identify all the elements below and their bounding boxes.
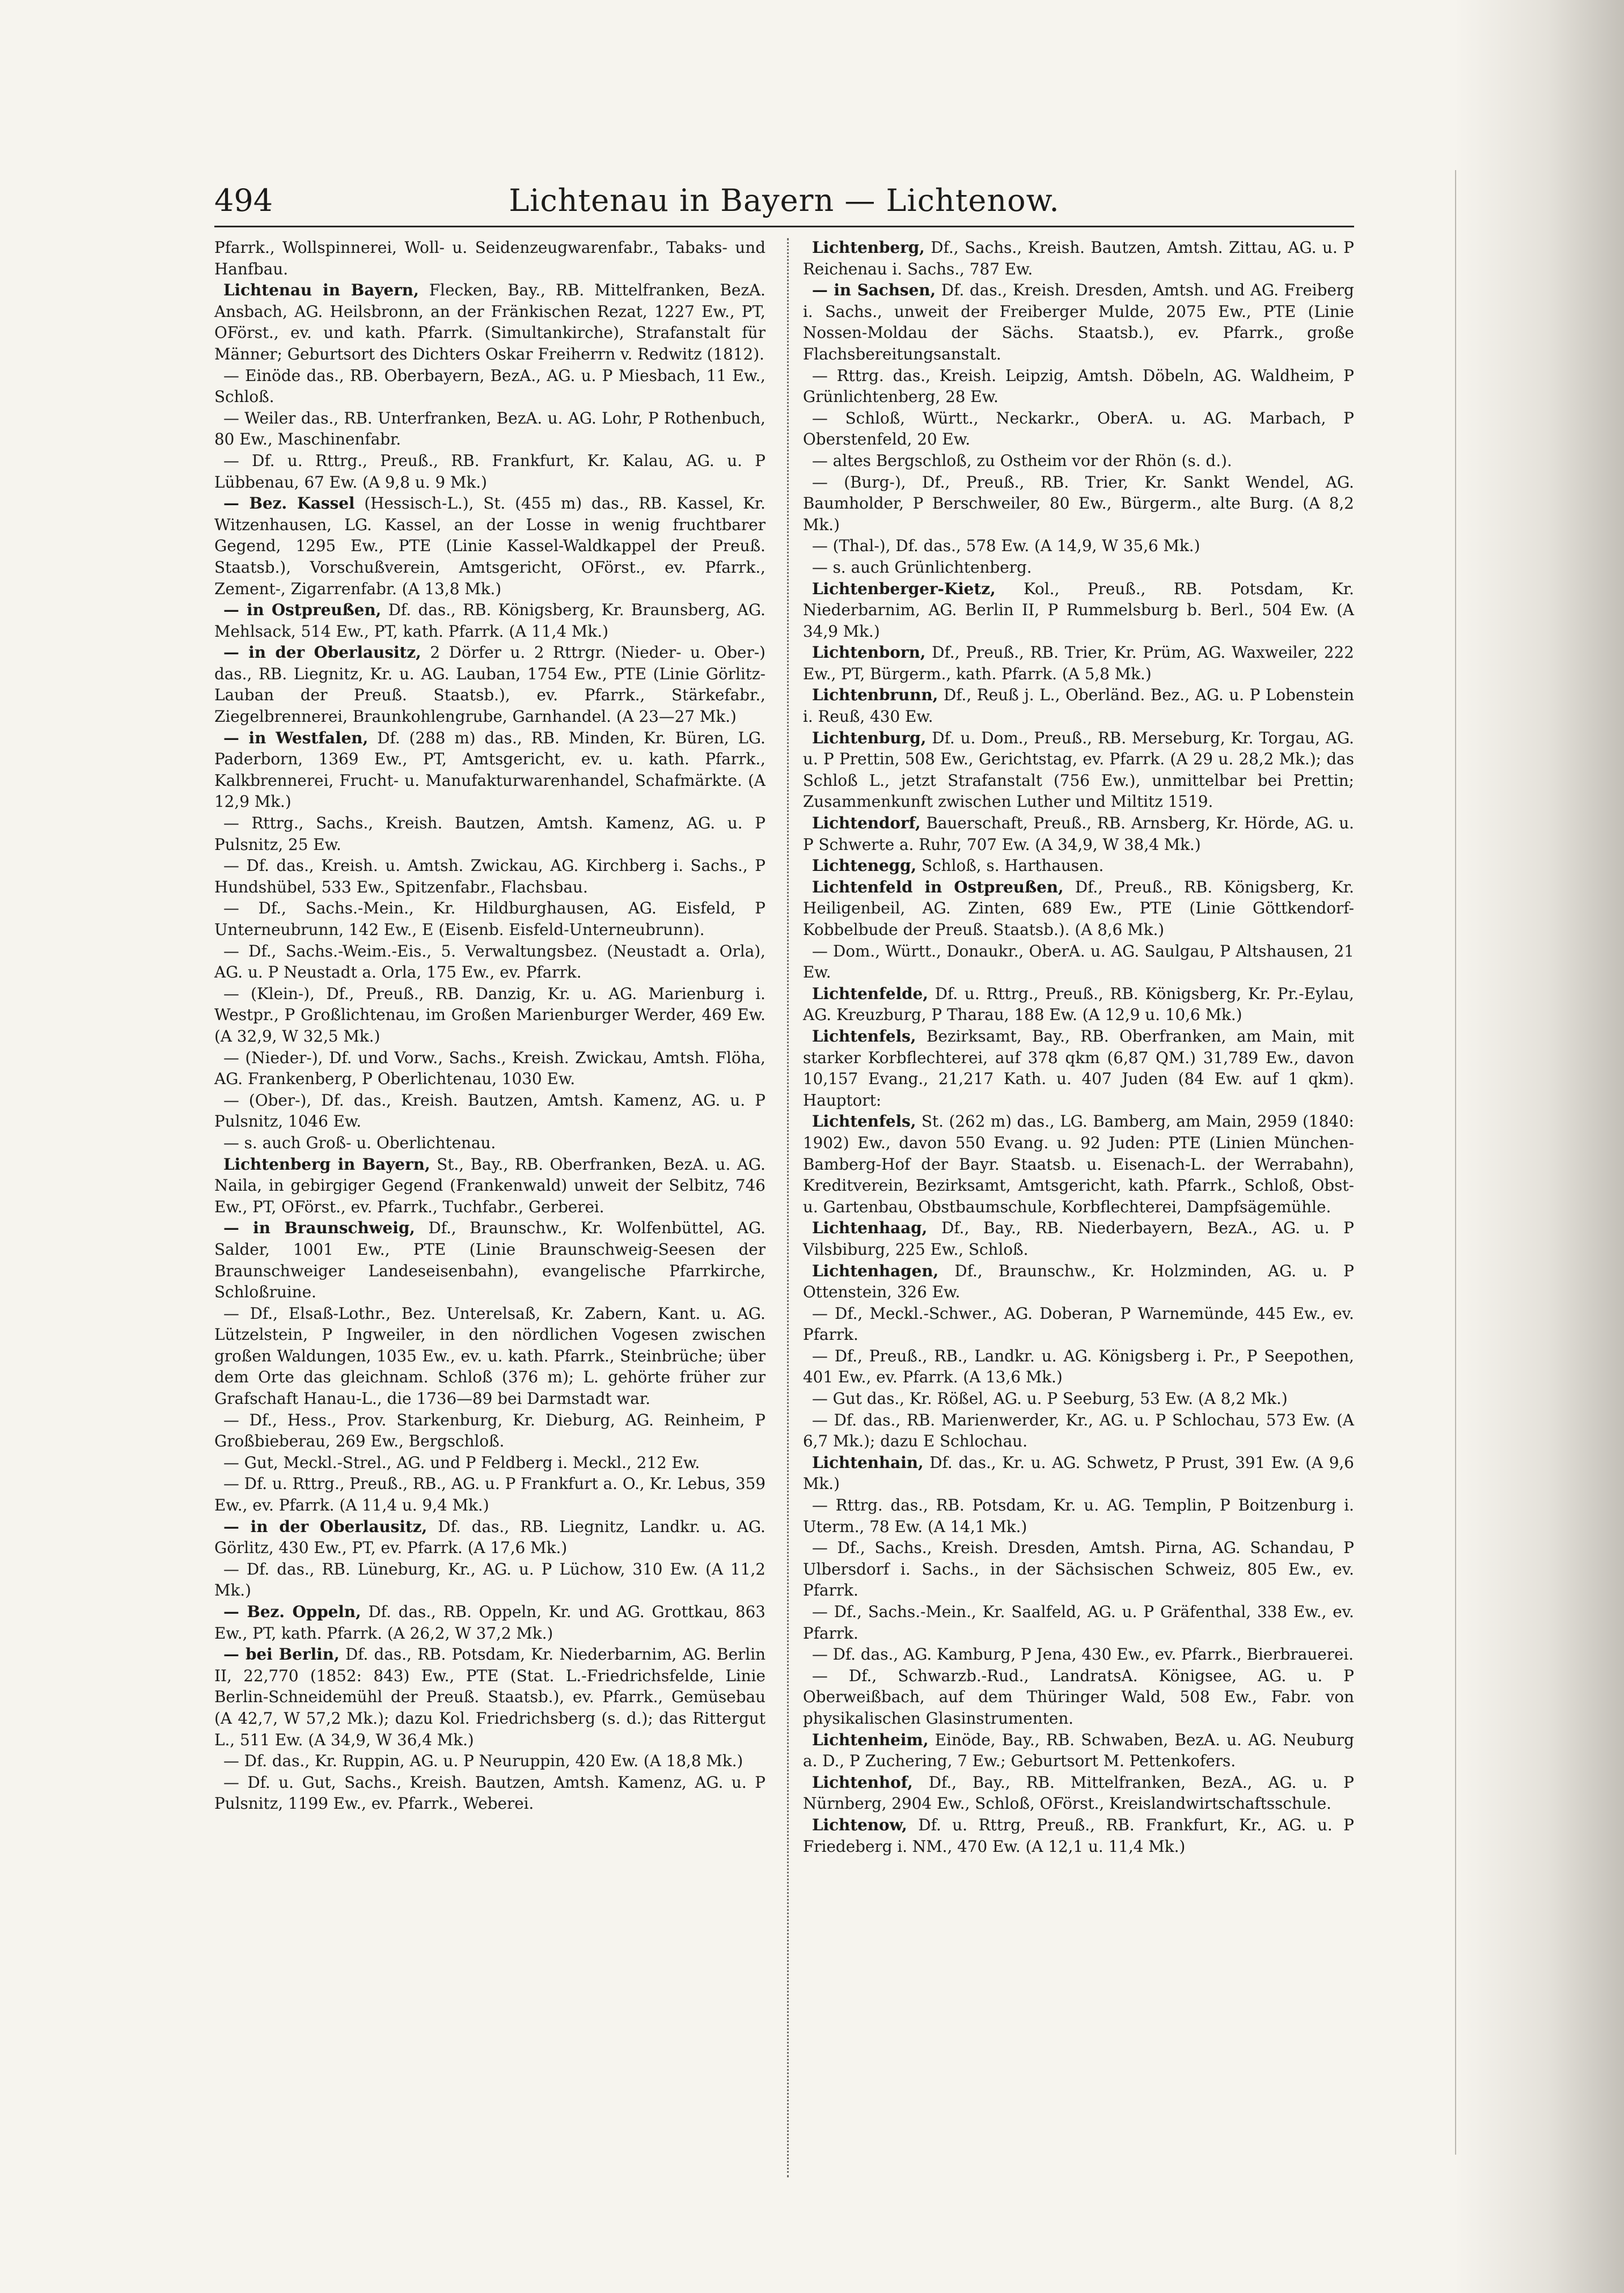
entry-lemma: — in Westfalen, (223, 728, 369, 747)
entry-text: — Gut, Meckl.-Strel., AG. und P Feldberg i. Meckl., 212 Ew. (223, 1453, 700, 1472)
entry-text: — altes Bergschloß, zu Ostheim vor der Rhön (s. d.). (812, 451, 1232, 470)
gazetteer-entry (803, 1665, 1354, 1729)
entry-lemma: — in Ostpreußen, (223, 600, 382, 620)
entry-text: — Df. u. Gut, Sachs., Kreish. Bautzen, Amtsh. Kamenz, AG. u. P Pulsnitz, 1199 Ew., ev. Pfarrk., Weberei. (214, 1772, 766, 1813)
entry-text: Schloß, s. Harthausen. (921, 856, 1104, 875)
gazetteer-entry (803, 642, 1354, 684)
entry-text: — Df., Sachs.-Mein., Kr. Hildburghausen, AG. Eisfeld, P Unterneubrunn, 142 Ew., E (Eisenb. Eisfeld-Unterneubrunn). (214, 899, 766, 939)
gazetteer-entry (803, 877, 1354, 941)
gazetteer-entry (803, 983, 1354, 1026)
entry-text: Df. das., Kreish. Dresden, Amtsh. und AG. Freiberg i. Sachs., unweit der Freiberger Mulde, 2075 Ew., PTE (Linie Nossen-Moldau der Sächs. Staatsb.), ev. Pfarrk., große Flachsbereitungsanstalt. (803, 281, 1354, 363)
entry-text: Df. das., Kr. u. AG. Schwetz, P Prust, 391 Ew. (A 9,6 Mk.) (803, 1453, 1354, 1494)
header-rule (214, 226, 1354, 227)
running-title: Lichtenau in Bayern — Lichtenow. (509, 183, 1060, 218)
entry-text: — Dom., Württ., Donaukr., OberA. u. AG. Saulgau, P Altshausen, 21 Ew. (803, 941, 1354, 982)
entry-lemma: Lichtenfelde, (812, 984, 928, 1003)
gazetteer-entry (803, 727, 1354, 813)
entry-text: — (Klein-), Df., Preuß., RB. Danzig, Kr. u. AG. Marienburg i. Westpr., P Großlichtenau, im Großen Marienburger Werder, 469 Ew. (A 32,9, W 32,5 Mk.) (214, 984, 766, 1046)
entry-text: Df. (288 m) das., RB. Minden, Kr. Büren, LG. Paderborn, 1369 Ew., PT, Amtsgericht, ev. u. kath. Pfarrk., Kalkbrennerei, Frucht- u. Manufakturwarenhandel, Schafmärkte. (A 12,9 Mk.) (214, 728, 766, 811)
gazetteer-entry (803, 1410, 1354, 1452)
entry-lemma: Lichtenberger-Kietz, (812, 579, 996, 598)
entry-lemma: Lichtenau in Bayern, (223, 281, 419, 300)
entry-text: — Df. u. Rttrg., Preuß., RB. Frankfurt, Kr. Kalau, AG. u. P Lübbenau, 67 Ew. (A 9,8 u. 9 Mk.) (214, 451, 766, 492)
entry-text: — Df. das., RB. Marienwerder, Kr., AG. u. P Schlochau, 573 Ew. (A 6,7 Mk.); dazu E Schlochau. (803, 1410, 1354, 1451)
entry-lemma: Lichtenhain, (812, 1453, 924, 1472)
gazetteer-entry (214, 1090, 766, 1132)
entry-lemma: — in der Oberlausitz, (223, 643, 421, 662)
gazetteer-entry (214, 1047, 766, 1090)
gazetteer-entry (803, 1729, 1354, 1772)
gazetteer-entry (803, 1452, 1354, 1495)
gazetteer-entry (214, 898, 766, 940)
entry-text: Kol., Preuß., RB. Potsdam, Kr. Niederbarnim, AG. Berlin II, P Rummelsburg b. Berl., 504 Ew. (A 34,9 Mk.) (803, 579, 1354, 641)
gazetteer-entry (214, 1217, 766, 1302)
entry-lemma: Lichtenow, (812, 1815, 907, 1834)
gazetteer-entry (803, 578, 1354, 642)
gazetteer-entry (214, 813, 766, 855)
entry-lemma: Lichtenhaag, (812, 1219, 928, 1238)
left-column (214, 237, 766, 1814)
gazetteer-entry (214, 1132, 766, 1154)
entry-text: 2 Dörfer u. 2 Rttrgr. (Nieder- u. Ober-) das., RB. Liegnitz, Kr. u. AG. Lauban, 1754 Ew., PTE (Linie Görlitz-Lauban der Preuß. Staatsb.), ev. Pfarrk., Stärkefabr., Ziegelbrennerei, Braunkohlengrube, Garnhandel. (A 23—27 Mk.) (214, 643, 766, 726)
gazetteer-entry (214, 1601, 766, 1644)
entry-lemma: Lichtenborn, (812, 643, 926, 662)
gazetteer-entry (214, 1410, 766, 1452)
gazetteer-entry (803, 1814, 1354, 1857)
page-number: 494 (214, 183, 273, 218)
page-header (214, 183, 1354, 228)
gazetteer-entry (214, 1750, 766, 1772)
entry-text: Df. u. Dom., Preuß., RB. Merseburg, Kr. Torgau, AG. u. P Prettin, 508 Ew., Gerichtstag, ev. Pfarrk. (A 29 u. 28,2 Mk.); das Schloß L., jetzt Strafanstalt (756 Ew.), unmittelbar bei Prettin; Zusammenkunft zwischen Luther und Miltitz 1519. (803, 728, 1354, 811)
entry-text: Df., Braunschw., Kr. Holzminden, AG. u. P Ottenstein, 326 Ew. (803, 1261, 1354, 1302)
entry-text: (Hessisch-L.), St. (455 m) das., RB. Kassel, Kr. Witzenhausen, LG. Kassel, an der Losse in wenig fruchtbarer Gegend, 1295 Ew., PTE (Linie Kassel-Waldkappel der Preuß. Staatsb.), Vorschußverein, Amtsgericht, OFörst., ev. Pfarrk., Zement-, Zigarrenfabr. (A 13,8 Mk.) (214, 494, 766, 598)
entry-text: — Weiler das., RB. Unterfranken, BezA. u. AG. Lohr, P Rothenbuch, 80 Ew., Maschinenfabr. (214, 408, 766, 449)
gazetteer-entry (803, 1644, 1354, 1665)
gazetteer-entry (214, 855, 766, 898)
entry-text: — Df., Hess., Prov. Starkenburg, Kr. Dieburg, AG. Reinheim, P Großbieberau, 269 Ew., Bergschloß. (214, 1410, 766, 1451)
entry-text: — Df., Sachs.-Mein., Kr. Saalfeld, AG. u. P Gräfenthal, 338 Ew., ev. Pfarrk. (803, 1602, 1354, 1643)
entry-text: Df. das., RB. Potsdam, Kr. Niederbarnim, AG. Berlin II, 22,770 (1852: 843) Ew., PTE (Stat. L.-Friedrichsfelde, Linie Berlin-Schneidemühl der Preuß. Staatsb.), ev. Pfarrk., Gemüsebau (A 42,7, W 57,2 Mk.); dazu Kol. Friedrichsberg (s. d.); das Rittergut L., 511 Ew. (A 34,9, W 36,4 Mk.) (214, 1645, 766, 1749)
entry-text: — s. auch Groß- u. Oberlichtenau. (223, 1133, 496, 1152)
gazetteer-entry (214, 1154, 766, 1218)
entry-text: Df. das., RB. Oppeln, Kr. und AG. Grottkau, 863 Ew., PT, kath. Pfarrk. (A 26,2, W 37,2 Mk.) (214, 1602, 766, 1643)
entry-text: — (Nieder-), Df. und Vorw., Sachs., Kreish. Zwickau, Amtsh. Flöha, AG. Frankenberg, P Oberlichtenau, 1030 Ew. (214, 1048, 766, 1089)
gazetteer-entry (803, 1260, 1354, 1303)
gazetteer-entry (803, 684, 1354, 727)
gazetteer-entry (803, 280, 1354, 365)
gazetteer-entry (803, 408, 1354, 450)
entry-text: — Df., Preuß., RB., Landkr. u. AG. Königsberg i. Pr., P Seepothen, 401 Ew., ev. Pfarrk. (A 13,6 Mk.) (803, 1346, 1354, 1387)
gazetteer-entry (803, 1217, 1354, 1260)
entry-text: Df., Preuß., RB. Königsberg, Kr. Heiligenbeil, AG. Zinten, 689 Ew., PTE (Linie Göttkendorf-Kobbelbude der Preuß. Staatsb.). (A 8,6 Mk.) (803, 877, 1354, 939)
entry-lemma: Lichtenheim, (812, 1730, 929, 1749)
entry-lemma: Lichtenegg, (812, 856, 917, 875)
entry-lemma: Lichtenberg, (812, 238, 925, 257)
entry-text: Bezirksamt, Bay., RB. Oberfranken, am Main, mit starker Korbflechterei, auf 378 qkm (6,87 QM.) 31,789 Ew., davon 10,157 Evang., 21,217 Kath. u. 407 Juden (84 Ew. auf 1 qkm). Hauptort: (803, 1026, 1354, 1110)
entry-lemma: Lichtenfels, (812, 1026, 916, 1046)
entry-text: — Df. das., AG. Kamburg, P Jena, 430 Ew., ev. Pfarrk., Bierbrauerei. (812, 1645, 1354, 1664)
entry-text: — Rttrg. das., Kreish. Leipzig, Amtsh. Döbeln, AG. Waldheim, P Grünlichtenberg, 28 Ew. (803, 366, 1354, 407)
gazetteer-entry (803, 1346, 1354, 1388)
gazetteer-entry (214, 450, 766, 493)
entry-text: St., Bay., RB. Oberfranken, BezA. u. AG. Naila, in gebirgiger Gegend (Frankenwald) unweit der Selbitz, 746 Ew., PT, OFörst., ev. Pfarrk., Tuchfabr., Gerberei. (214, 1154, 766, 1216)
gazetteer-entry (803, 1601, 1354, 1644)
gazetteer-entry (214, 941, 766, 983)
entry-lemma: Lichtenberg in Bayern, (223, 1154, 430, 1174)
entry-lemma: — in der Oberlausitz, (223, 1517, 428, 1536)
gazetteer-entry (803, 1388, 1354, 1410)
entry-text: — (Burg-), Df., Preuß., RB. Trier, Kr. Sankt Wendel, AG. Baumholder, P Berschweiler, 80 Ew., Bürgerm., alte Burg. (A 8,2 Mk.) (803, 472, 1354, 534)
entry-text: — Df., Sachs., Kreish. Dresden, Amtsh. Pirna, AG. Schandau, P Ulbersdorf i. Sachs., in der Sächsischen Schweiz, 805 Ew., ev. Pfarrk. (803, 1538, 1354, 1600)
entry-text: — Df., Elsaß-Lothr., Bez. Unterelsaß, Kr. Zabern, Kant. u. AG. Lützelstein, P Ingweiler, in den nördlichen Vogesen zwischen großen Waldungen, 1035 Ew., ev. u. kath. Pfarrk., Steinbrüche; über dem Orte das gleichnam. Schloß (376 m); L. gehörte früher zur Grafschaft Hanau-L., die 1736—89 bei Darmstadt war. (214, 1304, 766, 1408)
column-divider (787, 238, 789, 2177)
gazetteer-entry (803, 472, 1354, 536)
gazetteer-entry (214, 1559, 766, 1601)
gazetteer-entry (803, 1111, 1354, 1217)
entry-text: — Rttrg., Sachs., Kreish. Bautzen, Amtsh. Kamenz, AG. u. P Pulsnitz, 25 Ew. (214, 814, 766, 854)
gazetteer-entry (214, 1772, 766, 1814)
entry-text: Df., Braunschw., Kr. Wolfenbüttel, AG. Salder, 1001 Ew., PTE (Linie Braunschweig-Seesen der Braunschweiger Landeseisenbahn), evangelische Pfarrkirche, Schloßruine. (214, 1219, 766, 1302)
entry-lemma: Lichtendorf, (812, 814, 921, 833)
page-edge-shadow (1454, 0, 1624, 2293)
entry-lemma: — in Sachsen, (812, 281, 936, 300)
gazetteer-entry (214, 1473, 766, 1516)
gazetteer-entry (214, 983, 766, 1047)
entry-text: Df., Reuß j. L., Oberländ. Bez., AG. u. P Lobenstein i. Reuß, 430 Ew. (803, 686, 1354, 726)
entry-text: — Einöde das., RB. Oberbayern, BezA., AG. u. P Miesbach, 11 Ew., Schloß. (214, 366, 766, 407)
gazetteer-entry (214, 365, 766, 408)
entry-text: Df. u. Rttrg, Preuß., RB. Frankfurt, Kr., AG. u. P Friedeberg i. NM., 470 Ew. (A 12,1 u. 11,4 Mk.) (803, 1815, 1354, 1856)
entry-lemma: Lichtenfels, (812, 1112, 916, 1131)
entry-text: Df. u. Rttrg., Preuß., RB. Königsberg, Kr. Pr.-Eylau, AG. Kreuzburg, P Tharau, 188 Ew. (A 12,9 u. 10,6 Mk.) (803, 984, 1354, 1025)
gazetteer-entry (214, 1452, 766, 1474)
entry-text: — Df., Sachs.-Weim.-Eis., 5. Verwaltungsbez. (Neustadt a. Orla), AG. u. P Neustadt a. Orla, 175 Ew., ev. Pfarrk. (214, 941, 766, 982)
entry-text: — Df. das., RB. Lüneburg, Kr., AG. u. P Lüchow, 310 Ew. (A 11,2 Mk.) (214, 1559, 766, 1600)
entry-lemma: Lichtenburg, (812, 728, 927, 747)
entry-lemma: Lichtenfeld in Ostpreußen, (812, 877, 1064, 896)
entry-text: Df., Sachs., Kreish. Bautzen, Amtsh. Zittau, AG. u. P Reichenau i. Sachs., 787 Ew. (803, 238, 1355, 278)
entry-text: — (Ober-), Df. das., Kreish. Bautzen, Amtsh. Kamenz, AG. u. P Pulsnitz, 1046 Ew. (214, 1090, 766, 1131)
entry-lemma: — bei Berlin, (223, 1645, 340, 1664)
gazetteer-entry (803, 1303, 1354, 1346)
entry-text: — s. auch Grünlichtenberg. (812, 557, 1032, 577)
gazetteer-entry (803, 535, 1354, 557)
gazetteer-entry (803, 1772, 1354, 1814)
gazetteer-entry (214, 727, 766, 813)
entry-text: Df., Bay., RB. Niederbayern, BezA., AG. u. P Vilsbiburg, 225 Ew., Schloß. (803, 1219, 1354, 1259)
gazetteer-entry (803, 941, 1354, 983)
entry-text: — Df., Schwarzb.-Rud., LandratsA. Königsee, AG. u. P Oberweißbach, auf dem Thüringer Wald, 508 Ew., Fabr. von physikalischen Glasinstrumenten. (803, 1666, 1354, 1728)
gazetteer-entry (803, 557, 1354, 578)
gazetteer-entry (803, 237, 1354, 280)
gazetteer-entry (214, 1516, 766, 1559)
entry-text: Flecken, Bay., RB. Mittelfranken, BezA. Ansbach, AG. Heilsbronn, an der Fränkischen Rezat, 1227 Ew., PT, OFörst., ev. und kath. Pfarrk. (Simultankirche), Strafanstalt für Männer; Geburtsort des Dichters Oskar Freiherrn v. Redwitz (1812). (214, 281, 766, 363)
entry-lemma: — in Braunschweig, (223, 1219, 415, 1238)
gazetteer-entry (214, 280, 766, 365)
entry-text: Einöde, Bay., RB. Schwaben, BezA. u. AG. Neuburg a. D., P Zuchering, 7 Ew.; Geburtsort M. Pettenkofers. (803, 1730, 1354, 1771)
gazetteer-entry (803, 1495, 1354, 1537)
gazetteer-entry (214, 493, 766, 599)
gazetteer-entry (214, 1303, 766, 1410)
gazetteer-entry (214, 642, 766, 727)
gazetteer-entry (214, 237, 766, 280)
gazetteer-entry (803, 1026, 1354, 1111)
gazetteer-entry (803, 365, 1354, 408)
gazetteer-entry (214, 408, 766, 450)
entry-text: — Df. u. Rttrg., Preuß., RB., AG. u. P Frankfurt a. O., Kr. Lebus, 359 Ew., ev. Pfarrk. (A 11,4 u. 9,4 Mk.) (214, 1474, 766, 1515)
gazetteer-entry (214, 599, 766, 642)
entry-text: Df., Preuß., RB. Trier, Kr. Prüm, AG. Waxweiler, 222 Ew., PT, Bürgerm., kath. Pfarrk. (A 5,8 Mk.) (803, 643, 1354, 683)
gazetteer-entry (803, 855, 1354, 877)
entry-text: St. (262 m) das., LG. Bamberg, am Main, 2959 (1840: 1902) Ew., davon 550 Evang. u. 92 Juden: PTE (Linien München-Bamberg-Hof der Bayr. Staatsb. u. Eisenach-L. der Werrabahn), Kreditverein, Bezirksamt, Amtsgericht, kath. Pfarrk., Schloß, Obst- u. Gartenbau, Obstbaumschule, Korbflechterei, Dampfsägemühle. (803, 1112, 1354, 1216)
right-column (803, 237, 1354, 1857)
entry-text: — Rttrg. das., RB. Potsdam, Kr. u. AG. Templin, P Boitzenburg i. Uterm., 78 Ew. (A 14,1 Mk.) (803, 1496, 1354, 1536)
entry-lemma: — Bez. Oppeln, (223, 1602, 361, 1621)
entry-text: Df. das., RB. Liegnitz, Landkr. u. AG. Görlitz, 430 Ew., PT, ev. Pfarrk. (A 17,6 Mk.) (214, 1517, 766, 1558)
entry-lemma: Lichtenbrunn, (812, 686, 938, 705)
entry-text: — Schloß, Württ., Neckarkr., OberA. u. AG. Marbach, P Oberstenfeld, 20 Ew. (803, 408, 1354, 449)
gazetteer-entry (803, 450, 1354, 472)
entry-text: — Df. das., Kr. Ruppin, AG. u. P Neuruppin, 420 Ew. (A 18,8 Mk.) (223, 1752, 743, 1771)
gazetteer-entry (803, 1537, 1354, 1601)
entry-lemma: — Bez. Kassel (223, 494, 355, 513)
entry-lemma: Lichtenhof, (812, 1772, 913, 1792)
entry-text: — Gut das., Kr. Rößel, AG. u. P Seeburg, 53 Ew. (A 8,2 Mk.) (812, 1389, 1288, 1408)
entry-text: Df. das., RB. Königsberg, Kr. Braunsberg, AG. Mehlsack, 514 Ew., PT, kath. Pfarrk. (A 11,4 Mk.) (214, 600, 766, 641)
entry-text: Df., Bay., RB. Mittelfranken, BezA., AG. u. P Nürnberg, 2904 Ew., Schloß, OFörst., Kreislandwirtschaftsschule. (803, 1772, 1354, 1813)
entry-lemma: Lichtenhagen, (812, 1261, 939, 1280)
gazetteer-entry (214, 1644, 766, 1750)
entry-text: — Df. das., Kreish. u. Amtsh. Zwickau, AG. Kirchberg i. Sachs., P Hundshübel, 533 Ew., Spitzenfabr., Flachsbau. (214, 856, 766, 896)
entry-text: Pfarrk., Wollspinnerei, Woll- u. Seidenzeugwarenfabr., Tabaks- und Hanfbau. (214, 238, 766, 278)
gazetteer-entry (803, 813, 1354, 855)
entry-text: Bauerschaft, Preuß., RB. Arnsberg, Kr. Hörde, AG. u. P Schwerte a. Ruhr, 707 Ew. (A 34,9, W 38,4 Mk.) (803, 814, 1354, 854)
entry-text: — Df., Meckl.-Schwer., AG. Doberan, P Warnemünde, 445 Ew., ev. Pfarrk. (803, 1304, 1354, 1344)
entry-text: — (Thal-), Df. das., 578 Ew. (A 14,9, W 35,6 Mk.) (812, 536, 1200, 556)
